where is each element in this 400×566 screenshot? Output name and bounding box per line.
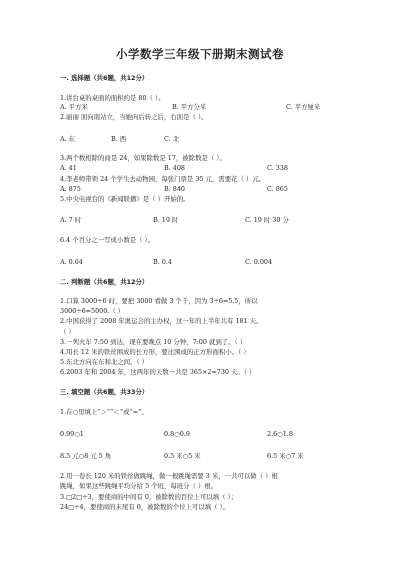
section-heading-choice: 一. 选择题（共6题，共12分）	[60, 74, 149, 82]
fill-compare-item: 6.5 米○7 米	[267, 452, 304, 460]
fill-question-1: 1.在○里填上“＞”“＜”或“=”。	[60, 408, 148, 416]
choice-question-3: 3.两个数相除的商是 24，如果除数是 17，被除数是（ ）。	[60, 154, 226, 162]
choice-1-option-c: C. 平方厘米	[286, 103, 321, 111]
judge-line: 5.东北方向在东和北之间。（ ）	[60, 358, 149, 366]
choice-2-option-c: C. 北	[164, 135, 180, 143]
fill-question-2-cont: 跳绳，如果这些跳绳平均分给 5 个班，每班分（ ）根。	[60, 482, 218, 490]
choice-5-option-c: C. 19 时 30 分	[245, 216, 289, 224]
judge-line: 3000÷6=5000.（ ）	[60, 307, 125, 315]
choice-question-1: 1.讲台桌的桌面的面积约是 80（ ）。	[60, 94, 165, 102]
choice-4-option-c: C. 865	[267, 185, 288, 193]
fill-compare-item: 2.6○1.8	[267, 430, 293, 438]
choice-3-option-b: B. 408	[164, 164, 185, 172]
choice-1-option-a: A. 平方米	[60, 103, 88, 111]
choice-question-6: 6.4 个百分之一写成小数是（ ）。	[60, 236, 155, 244]
fill-question-3-cont: 24□÷4，要使商的末尾有 0，被除数的个位上可以填（ ）。	[60, 503, 230, 511]
section-heading-fill: 三. 填空题（共6题，共33分）	[60, 388, 149, 396]
choice-1-option-b: B. 平方分米	[172, 103, 207, 111]
choice-3-option-a: A. 41	[60, 164, 77, 172]
fill-compare-item: 0.99○1	[60, 430, 84, 438]
choice-question-4: 4.李老师带领 24 个学生去动物园，每张门票是 35 元，需要花（ ）元。	[60, 175, 266, 183]
judge-line: 2.中国获得了 2008 年奥运会的主办权，这一年的上半年共有 181 天。	[60, 317, 263, 325]
choice-question-5: 5.中央电视台的《新闻联播》是（ ）开始的。	[60, 195, 190, 203]
judge-line: （ ）	[60, 328, 75, 336]
choice-4-option-b: B. 840	[164, 185, 185, 193]
page-title: 小学数学三年级下册期末测试卷	[116, 47, 284, 61]
choice-4-option-a: A. 875	[60, 185, 81, 193]
judge-line: 6.2003 年和 2004 年，这两年的天数一共是 365×2=730 天。（ ）	[60, 368, 256, 376]
section-heading-judge: 二. 判断题（共6题，共12分）	[60, 278, 149, 286]
judge-line: 3.一列火车 7:50 到达，现在要晚点 10 分钟，7:00 就到了。（ ）	[60, 338, 247, 346]
choice-6-option-c: C. 0.004	[245, 258, 273, 266]
choice-6-option-a: A. 0.04	[60, 258, 83, 266]
choice-2-option-a: A. 东	[60, 135, 76, 143]
choice-6-option-b: B. 0.4	[153, 258, 172, 266]
choice-question-2: 2.丽丽 面向南站立，当她向后转之后，右面是（ ）。	[60, 113, 208, 121]
judge-line: 4.用长 12 米的铁丝围成的长方形，要比围成的正方形面积小。（ ）	[60, 348, 250, 356]
choice-5-option-a: A. 7 时	[60, 216, 82, 224]
judge-line: 1.口算 3000÷6 时，要把 3000 看做 3 个千，因为 3÷6=5.5，所以	[60, 297, 258, 305]
fill-question-2: 2.用一卷长 120 米的铁丝做跳绳，做一根跳绳需要 3 米，一共可以做（ ）根	[60, 472, 278, 480]
fill-compare-item: 0.8○0.9	[164, 430, 190, 438]
choice-2-option-b: B. 西	[111, 135, 127, 143]
choice-3-option-c: C. 338	[267, 164, 288, 172]
choice-5-option-b: B. 19 时	[153, 216, 179, 224]
fill-compare-item: 0.5 米○5 米	[164, 452, 201, 460]
fill-compare-item: 8.5 元○8 元 5 角	[60, 452, 112, 460]
fill-question-3: 3.□2□÷3，要使商的中间有 0，被除数的百位上可以填（ ）；	[60, 493, 238, 501]
